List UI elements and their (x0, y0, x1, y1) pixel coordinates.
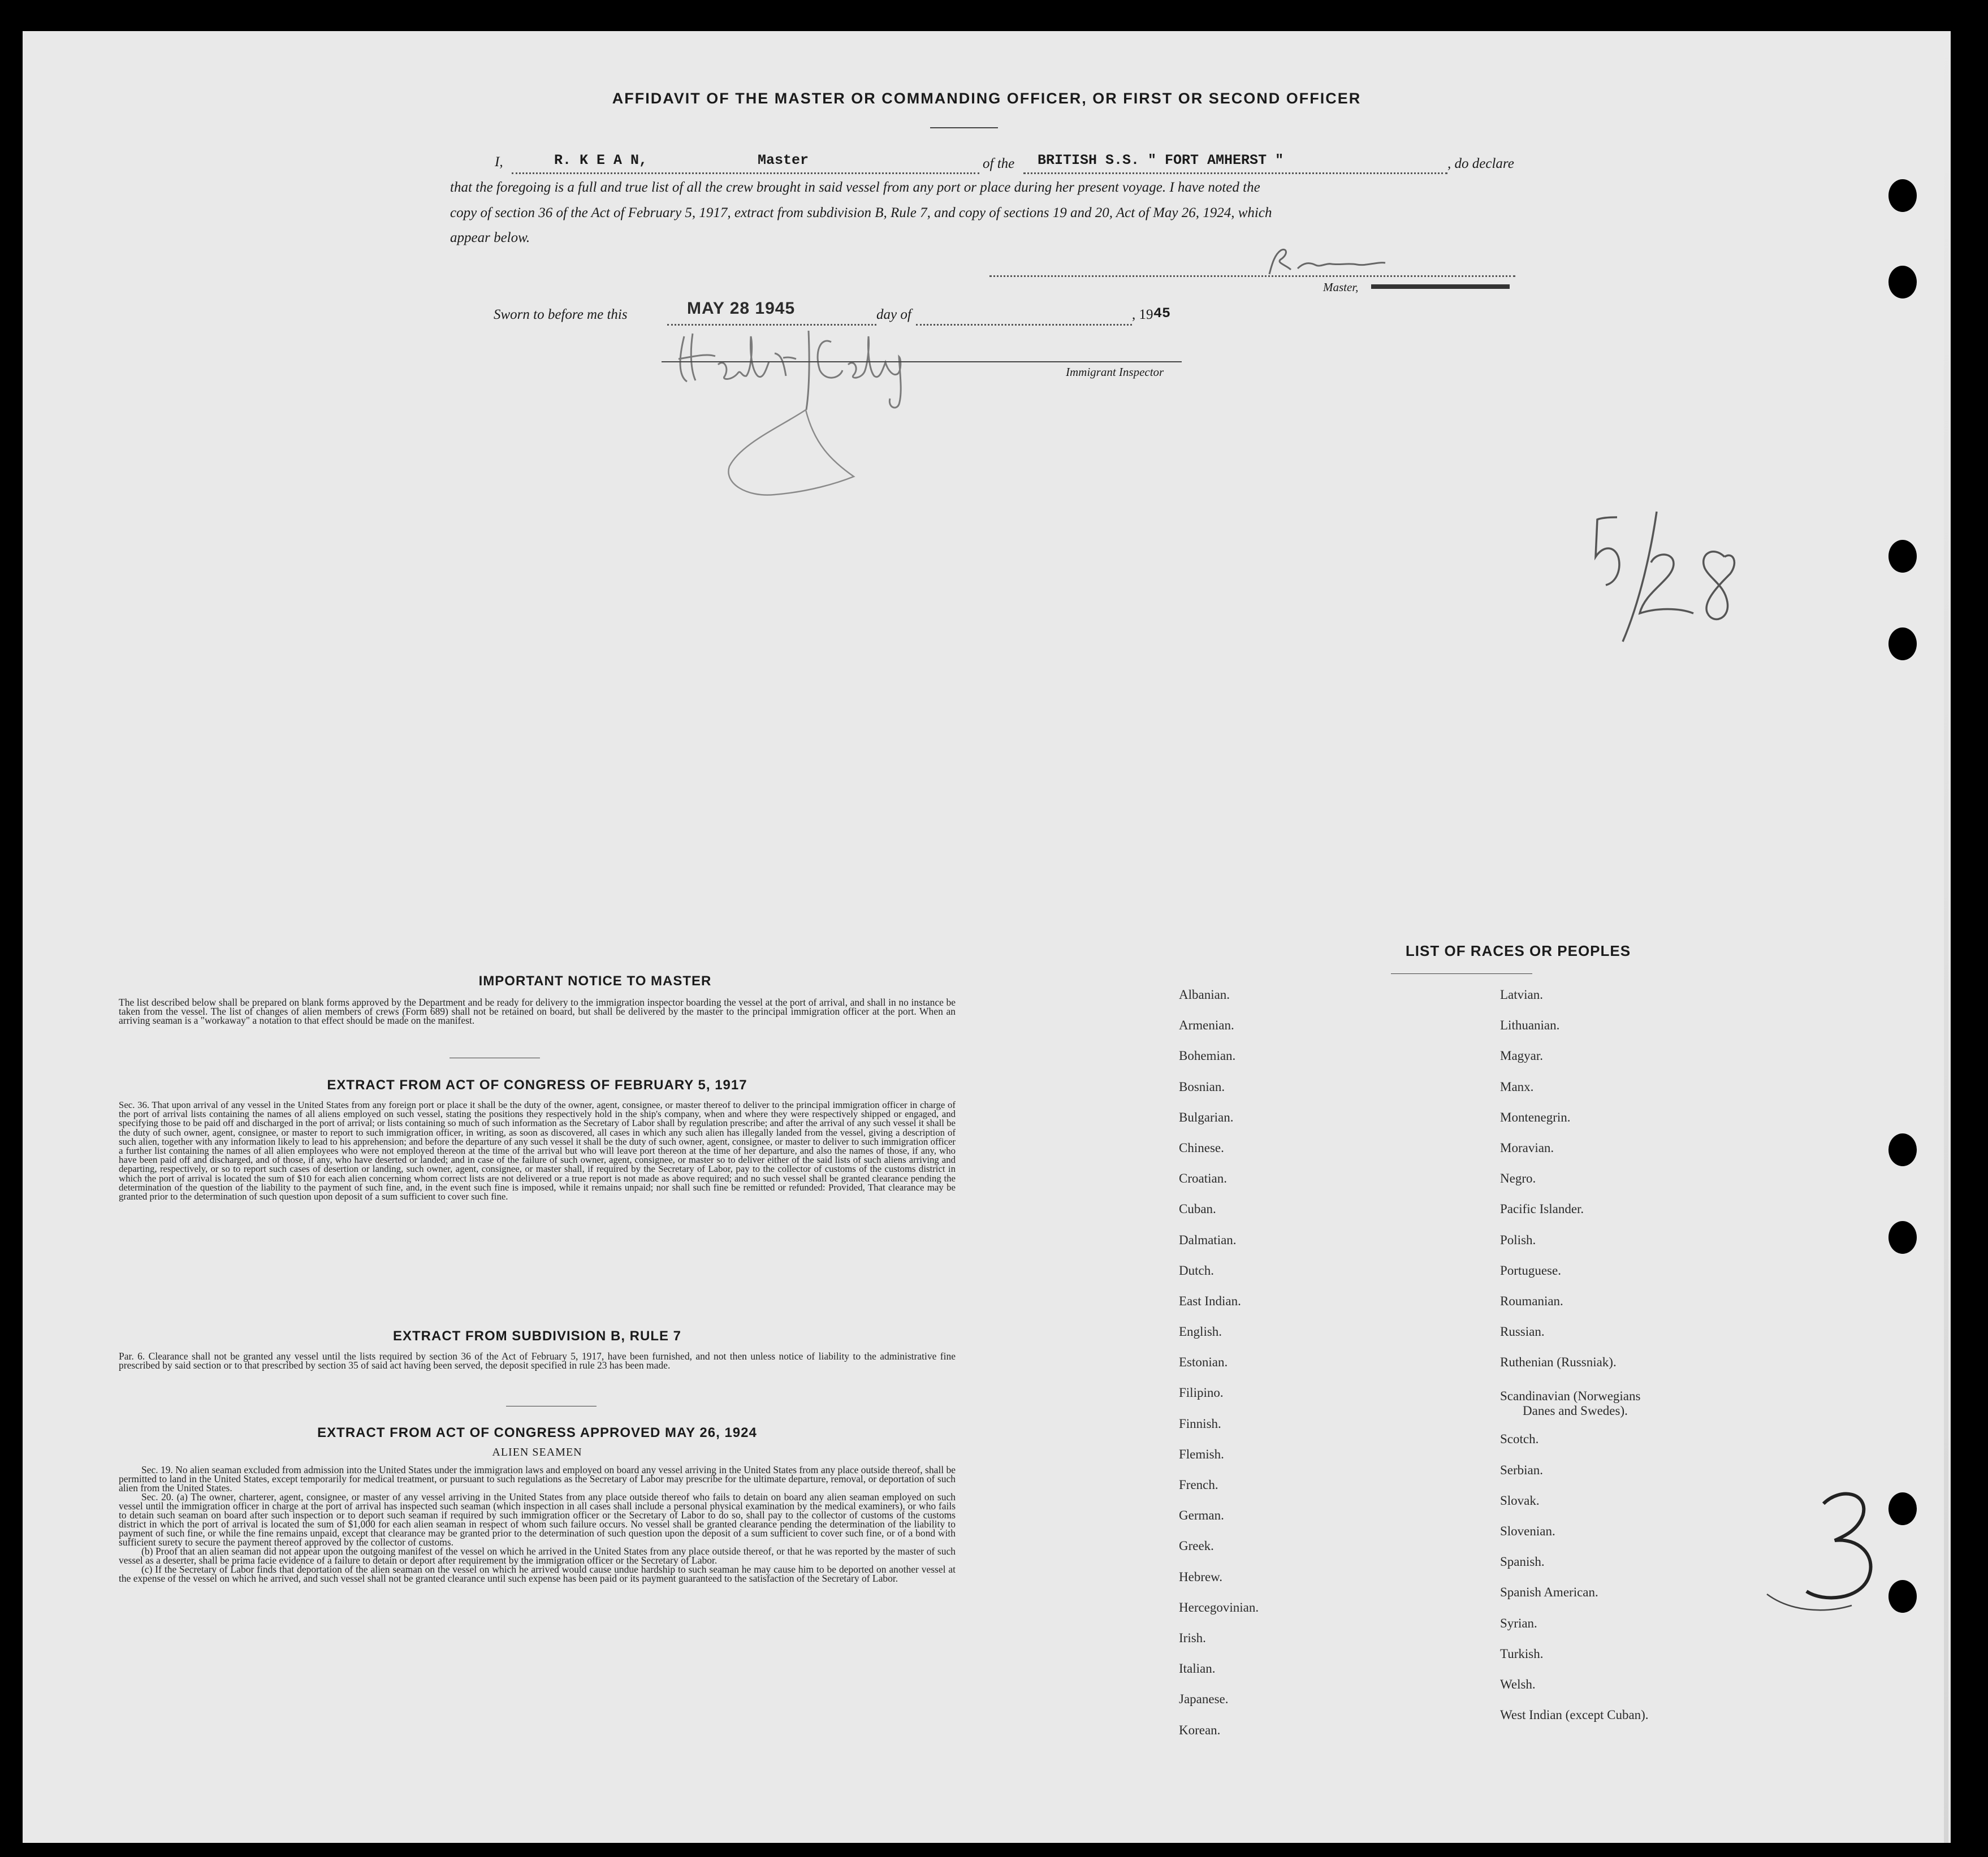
race-item: Bosnian. (1179, 1079, 1225, 1094)
race-item: Flemish. (1179, 1447, 1224, 1461)
inspector-label: Immigrant Inspector (1066, 365, 1164, 379)
year-value: 45 (1153, 305, 1171, 322)
race-item: Roumanian. (1500, 1293, 1563, 1308)
notice-heading: IMPORTANT NOTICE TO MASTER (478, 973, 712, 989)
race-item: Syrian. (1500, 1616, 1537, 1630)
inspector-signature (662, 314, 978, 509)
master-label: Master, (1323, 280, 1359, 294)
races-heading: LIST OF RACES OR PEOPLES (1405, 942, 1631, 959)
do-declare-label: , do declare (1447, 156, 1514, 171)
binder-hole (1888, 266, 1917, 298)
race-item: Moravian. (1500, 1140, 1554, 1155)
race-item: Albanian. (1179, 988, 1230, 1002)
race-item: Manx. (1500, 1079, 1534, 1094)
race-item: Turkish. (1500, 1646, 1544, 1661)
race-item: Montenegrin. (1500, 1110, 1571, 1124)
race-item: Greek. (1179, 1539, 1214, 1553)
page-edge (1944, 31, 1948, 1843)
extract-1924-body (119, 1465, 956, 1583)
race-item: Dalmatian. (1179, 1232, 1237, 1247)
race-item: French. (1179, 1478, 1218, 1492)
heading-divider (930, 127, 998, 128)
race-item: Polish. (1500, 1232, 1536, 1247)
binder-hole (1888, 179, 1917, 212)
binder-hole (1888, 1221, 1917, 1254)
race-item: Hercegovinian. (1179, 1600, 1259, 1614)
race-item: Ruthenian (Russniak). (1500, 1355, 1617, 1370)
race-item: Bohemian. (1179, 1049, 1236, 1063)
race-item: Serbian. (1500, 1462, 1544, 1477)
races-left-column (1179, 988, 1416, 1754)
affidavit-heading: AFFIDAVIT OF THE MASTER OR COMMANDING OFFICER, OR FIRST OR SECOND OFFICER (612, 90, 1362, 107)
race-item: Slovenian. (1500, 1524, 1555, 1538)
race-item: Irish. (1179, 1630, 1206, 1645)
race-item: Hebrew. (1179, 1569, 1223, 1584)
race-item: Italian. (1179, 1661, 1216, 1676)
inspector-signature-drawing (662, 314, 978, 506)
race-item: Filipino. (1179, 1386, 1224, 1400)
binder-hole (1888, 540, 1917, 573)
sec20b-paragraph: (b) Proof that an alien seaman did not appear upon the outgoing manifest of the vessel on which he arrived in the United States from any place outside thereof, or that he was reported by the master of such vessel as a deserter, shall be prima facie evidence of a failure to detain or deport after requirement by the immigration officer or the Secretary of Labor. (119, 1546, 956, 1566)
binder-hole (1888, 1492, 1917, 1525)
master-name: R. K E A N, (554, 152, 648, 168)
extract-rule7-heading: EXTRACT FROM SUBDIVISION B, RULE 7 (392, 1328, 682, 1344)
extract-1917-paragraph: Sec. 36. That upon arrival of any vessel in the United States from any foreign port or place it shall be the duty of the owner, agent, consignee, or master thereof to deliver to the principal immigration officer in charge of the port of arrival lists containing the names of all aliens employed on such vessel, stating the positions they respectively hold in the ship's company, when and where they were respectively shipped or engaged, and specifying those to be paid off and discharged in the port of arrival; or lists containing so much of such information as the Secretary of Labor shall by regulation prescribe; and after the arrival of any such vessel it shall be the duty of such owner, agent, consignee, or master to report to such immigration officer, in writing, as soon as discovered, all cases in which any such alien has illegally landed from the vessel, giving a description of such alien, together with any information likely to lead to his apprehension; and before the departure of any such vessel it shall be the duty of such owner, agent, consignee, or master to deliver to such immigration officer a further list containing the names of all alien employees who were not employed thereon at the time of the arrival but who will leave port thereon at the time of her departure, and also the names of those, if any, who have been paid off and discharged, and of those, if any, who have deserted or landed; and in case of the failure of such owner, agent, consignee, or master so to deliver either of the said lists of such aliens arriving and departing, respectively, or so to report such cases of desertion or landing, such owner, agent, consignee, or master shall, if required by the Secretary of Labor, pay to the collector of customs of the customs district in which the port of arrival is located the sum of $10 for each alien concerning whom correct lists are not delivered or a true report is not made as above required; and no such vessel shall be granted clearance pending the determination of the question of the liability to the payment of such fine, and, in the event such fine is imposed, while it remains unpaid; nor shall such fine be remitted or refunded: Provided, That clearance may be granted prior to the determination of such question upon deposit of a sum sufficient to cover such fine. (119, 1100, 956, 1202)
affidavit-pronoun: I, (495, 154, 503, 170)
sworn-label: Sworn to before me this (494, 307, 628, 322)
race-item: Welsh. (1500, 1677, 1536, 1691)
sec20a-paragraph: Sec. 20. (a) The owner, charterer, agent, consignee, or master of any vessel arriving in the United States from any place outside thereof who fails to detain on board any alien seaman employed on such vessel until the immigration officer in charge at the port of arrival has inspected such seaman (which inspection in all cases shall include a personal physical examination by the medical examiners), or who fails to detain such seaman on board after such inspection or to deport such seaman if required by such immigration officer or the Secretary of Labor to do so, shall pay to the collector of customs of the customs district in which the port of arrival is located the sum of $1,000 for each alien seaman in respect of whom such failure occurs. No vessel shall be granted clearance pending the determination of the liability to payment of such fine, or while the fine remains unpaid, except that clearance may be granted prior to the determination of such question upon the deposit of a sum sufficient to cover such fine, or of a bond with sufficient surety to secure the payment thereof approved by the collector of customs. (119, 1491, 956, 1548)
of-the-label: of the (983, 156, 1015, 171)
race-item: Slovak. (1500, 1493, 1540, 1508)
race-item: Russian. (1500, 1324, 1545, 1339)
race-item: Magyar. (1500, 1049, 1544, 1063)
master-rank: Master (758, 152, 809, 168)
race-item: German. (1179, 1508, 1224, 1523)
race-item: Spanish. (1500, 1555, 1545, 1569)
extract-1917-heading: EXTRACT FROM ACT OF CONGRESS OF FEBRUARY 5, 1917 (327, 1077, 747, 1093)
date-note-drawing (1583, 506, 1764, 670)
race-item: Negro. (1500, 1171, 1536, 1186)
race-item: Scandinavian (Norwegians (1500, 1389, 1641, 1404)
race-item: West Indian (except Cuban). (1500, 1708, 1649, 1722)
race-item: Croatian. (1179, 1171, 1227, 1186)
race-item: English. (1179, 1324, 1222, 1339)
race-item: Lithuanian. (1500, 1018, 1560, 1033)
race-item: Latvian. (1500, 988, 1543, 1002)
day-of-label: day of (876, 307, 911, 322)
affidavit-text-line3: copy of section 36 of the Act of February 5, 1917, extract from subdivision B, Rule 7, and copy of sections 19 and 20, Act of May 26, 1924, which (450, 205, 1272, 220)
master-signature (1264, 246, 1394, 283)
race-item: Armenian. (1179, 1018, 1234, 1033)
document-page (23, 31, 1951, 1843)
master-signature-line (989, 275, 1515, 277)
binder-hole (1888, 1133, 1917, 1166)
race-item: Spanish American. (1500, 1585, 1598, 1600)
race-item: Pacific Islander. (1500, 1202, 1584, 1217)
race-item: Finnish. (1179, 1416, 1221, 1431)
race-item: Korean. (1179, 1722, 1221, 1737)
handwritten-date-note (1583, 506, 1764, 673)
affidavit-text-line4: appear below. (450, 230, 530, 245)
race-item: Estonian. (1179, 1355, 1228, 1370)
race-item: Scotch. (1500, 1432, 1539, 1447)
extract-rule7-paragraph: Par. 6. Clearance shall not be granted any vessel until the lists required by section 36 of the Act of February 5, 1917, have been furnished, and not then unless notice of liability to the administrative fine prescribed by said section or to that prescribed by section 35 of said act having been served, the deposit specified in rule 23 has been made. (119, 1350, 956, 1371)
binder-hole (1888, 1580, 1917, 1613)
sec19-paragraph: Sec. 19. No alien seaman excluded from admission into the United States under the immigration laws and employed on board any vessel arriving in the United States from any place outside thereof, shall be permitted to land in the United States, except temporarily for medical treatment, or pursuant to such regulations as the Secretary of Labor may prescribe for the ultimate departure, removal, or deportation of such alien from the United States. (119, 1464, 956, 1494)
race-item: East Indian. (1179, 1293, 1241, 1308)
races-right-column (1500, 988, 1783, 1738)
vessel-line (1023, 172, 1447, 174)
race-item: Dutch. (1179, 1263, 1214, 1278)
race-item: Chinese. (1179, 1140, 1224, 1155)
race-item: Japanese. (1179, 1692, 1229, 1707)
name-line (512, 172, 979, 174)
inspector-signature-line (662, 361, 1182, 362)
race-item: Danes and Swedes). (1523, 1404, 1628, 1418)
notice-paragraph: The list described below shall be prepared on blank forms approved by the Department and be ready for delivery to the immigration inspector boarding the vessel at the port of arrival, and shall in no instance be taken from the vessel. The list of changes of alien members of crews (Form 689) shall not be retained on board, but shall be delivered by the master to the principal immigration officer at the port. When an arriving seaman is a "workaway" a notation to that effect should be made on the manifest. (119, 997, 956, 1026)
master-signature-drawing (1264, 246, 1394, 280)
binder-hole (1888, 627, 1917, 660)
struck-through-title (1371, 280, 1510, 292)
races-divider (1391, 973, 1532, 974)
affidavit-text-line2: that the foregoing is a full and true list of all the crew brought in said vessel from any port or place during her present voyage. I have noted the (450, 180, 1260, 195)
vessel-name: BRITISH S.S. " FORT AMHERST " (1038, 152, 1284, 168)
race-item: Bulgarian. (1179, 1110, 1234, 1124)
extract-1924-heading: EXTRACT FROM ACT OF CONGRESS APPROVED MAY 26, 1924 (317, 1425, 757, 1440)
race-item: Portuguese. (1500, 1263, 1561, 1278)
sec20c-paragraph: (c) If the Secretary of Labor finds that deportation of the alien seaman on the vessel on which he arrived would cause undue hardship to such seaman he may cause him to be deported on another vessel at the expense of the vessel on which he arrived, and such vessel shall not be granted clearance until such expense has been paid or its payment guaranteed to the satisfaction of the Secretary of Labor. (119, 1564, 956, 1584)
year-prefix: , 19 (1132, 307, 1153, 322)
extract-1924-subheading: ALIEN SEAMEN (492, 1446, 582, 1458)
race-item: Cuban. (1179, 1202, 1216, 1217)
date-stamp: MAY 28 1945 (687, 299, 796, 318)
